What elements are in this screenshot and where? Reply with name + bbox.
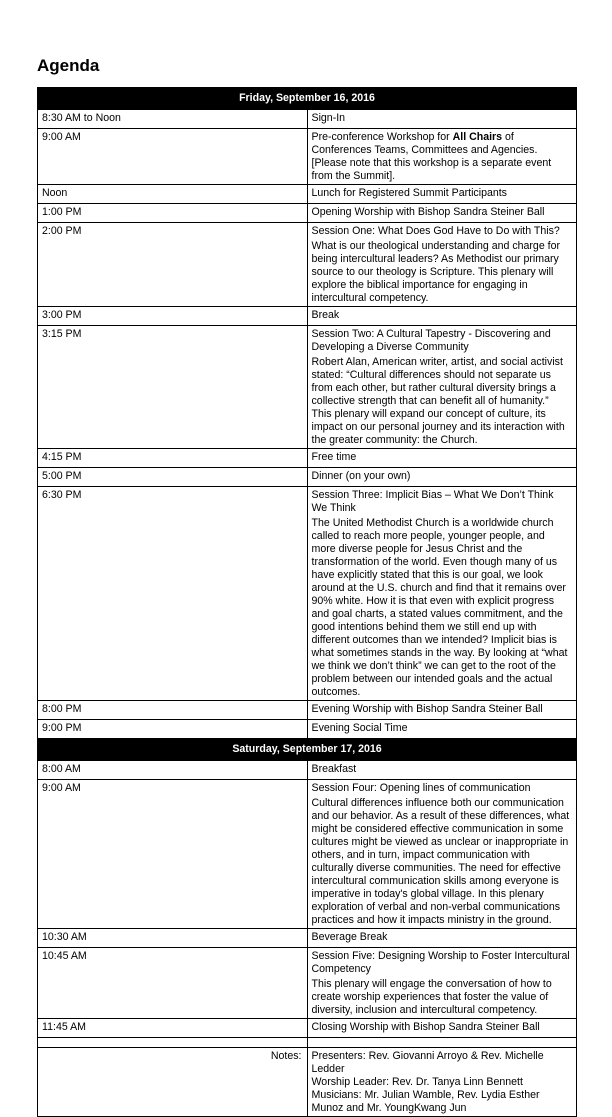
time-cell: 4:15 PM: [38, 449, 308, 468]
time-cell: Noon: [38, 185, 308, 204]
event-title-bold: All Chairs: [452, 131, 503, 143]
event-description: What is our theological understanding and charge for being intercultural leaders? As Methodist our primary source to our theology is Scripture. This plenary will explore the biblical importance for engaging in intercultural competency.: [311, 240, 561, 304]
event-cell: [307, 449, 577, 468]
time-cell: 9:00 AM: [38, 129, 308, 185]
event-cell: [307, 326, 577, 449]
time-cell: 8:00 PM: [38, 701, 308, 720]
table-row: [38, 223, 577, 307]
event-title: Evening Social Time: [311, 722, 408, 734]
table-row: [38, 720, 577, 739]
table-row: [38, 929, 577, 948]
table-row: [38, 487, 577, 701]
event-cell: [307, 129, 577, 185]
notes-label: Notes:: [38, 1048, 308, 1117]
day-header: Saturday, September 17, 2016: [38, 739, 577, 761]
event-cell: [307, 307, 577, 326]
event-description: The United Methodist Church is a worldwide church called to reach more people, younger people, and more diverse people for Jesus Christ and the transformation of the world. Even though many of us have explicitly stated that this is our goal, we look around at the U.S. church and find that it remains over 90% white. How it is that even with explicit progress and goal charts, a stated values commitment, and the good intentions behind them we still end up with different outcomes than we intended? Implicit bias is what sometimes stands in the way. By looking at “what we think we don’t think” we can get to the root of the problem between our intended goals and the actual outcomes.: [311, 517, 568, 698]
spacer-row: [38, 1038, 577, 1048]
event-cell: [307, 780, 577, 929]
time-cell: 11:45 AM: [38, 1019, 308, 1038]
event-description: This plenary will engage the conversation of how to create worship experiences that foster the value of diversity, inclusion and intercultural competency.: [311, 978, 552, 1016]
day-header: Friday, September 16, 2016: [38, 88, 577, 110]
table-row: [38, 780, 577, 929]
time-cell: 9:00 AM: [38, 780, 308, 929]
event-cell: [307, 110, 577, 129]
table-row: [38, 326, 577, 449]
event-title-post: of Conferences Teams, Committees and Agencies. [Please note that this workshop is a separate event from the Summit].: [311, 131, 552, 182]
table-row: [38, 129, 577, 185]
event-cell: [307, 720, 577, 739]
event-title: Session Three: Implicit Bias – What We Don’t Think We Think: [311, 489, 554, 514]
event-title: Break: [311, 309, 340, 321]
event-title-pre: Pre-conference Workshop for: [311, 131, 453, 143]
time-cell: 8:30 AM to Noon: [38, 110, 308, 129]
day-header-row: [38, 739, 577, 761]
time-cell: 9:00 PM: [38, 720, 308, 739]
table-row: [38, 110, 577, 129]
table-row: [38, 449, 577, 468]
page-title: Agenda: [37, 56, 100, 75]
spacer-cell: [307, 1038, 577, 1048]
event-cell: [307, 1019, 577, 1038]
event-title: Session Four: Opening lines of communication: [311, 782, 531, 794]
event-title: Sign-In: [311, 112, 346, 124]
event-title: Lunch for Registered Summit Participants: [311, 187, 507, 199]
table-row: [38, 468, 577, 487]
notes-worship-leader: Worship Leader: Rev. Dr. Tanya Linn Bennett: [311, 1076, 523, 1088]
event-description: Robert Alan, American writer, artist, and social activist stated: “Cultural differences should not separate us from each other, but rather cultural diversity brings a collective strength that can benefit all of humanity.” This plenary will expand our concept of culture, its impact on our personal journey and its interaction with the greater community: the Church.: [311, 356, 565, 446]
agenda-table: [37, 87, 577, 1117]
event-cell: [307, 204, 577, 223]
time-cell: 6:30 PM: [38, 487, 308, 701]
notes-musicians: Musicians: Mr. Julian Wamble, Rev. Lydia Esther Munoz and Mr. YoungKwang Jun: [311, 1089, 540, 1114]
event-cell: [307, 929, 577, 948]
event-title: Evening Worship with Bishop Sandra Steiner Ball: [311, 703, 543, 715]
event-title: Beverage Break: [311, 931, 388, 943]
notes-cell: [307, 1048, 577, 1117]
event-title: Free time: [311, 451, 357, 463]
event-title: Closing Worship with Bishop Sandra Steiner Ball: [311, 1021, 540, 1033]
event-cell: [307, 761, 577, 780]
table-row: [38, 185, 577, 204]
time-cell: 2:00 PM: [38, 223, 308, 307]
event-title: Opening Worship with Bishop Sandra Steiner Ball: [311, 206, 545, 218]
time-cell: 1:00 PM: [38, 204, 308, 223]
event-cell: [307, 468, 577, 487]
event-title: Session Two: A Cultural Tapestry - Discovering and Developing a Diverse Community: [311, 328, 551, 353]
event-cell: [307, 185, 577, 204]
time-cell: 10:45 AM: [38, 948, 308, 1019]
time-cell: 8:00 AM: [38, 761, 308, 780]
time-cell: 10:30 AM: [38, 929, 308, 948]
event-cell: [307, 223, 577, 307]
table-row: [38, 1019, 577, 1038]
table-row: [38, 701, 577, 720]
table-row: [38, 761, 577, 780]
event-title: Breakfast: [311, 763, 357, 775]
event-title: Session Five: Designing Worship to Foster Intercultural Competency: [311, 950, 570, 975]
notes-row: [38, 1048, 577, 1117]
table-row: [38, 204, 577, 223]
spacer-cell: [38, 1038, 308, 1048]
event-cell: [307, 487, 577, 701]
notes-presenters: Presenters: Rev. Giovanni Arroyo & Rev. Michelle Ledder: [311, 1050, 544, 1075]
time-cell: 5:00 PM: [38, 468, 308, 487]
day-header-row: [38, 88, 577, 110]
event-description: Cultural differences influence both our communication and our behavior. As a result of these differences, what might be considered effective communication in some cultures might be viewed as unclear or inappropriate in others, and in turn, impact communication with culturally diverse communities. The need for effective intercultural communication skills among everyone is imperative in today's global village. In this plenary exploration of verbal and non-verbal communications practices and how it impacts ministry in the ground.: [311, 797, 570, 926]
event-title: Dinner (on your own): [311, 470, 411, 482]
table-row: [38, 307, 577, 326]
time-cell: 3:15 PM: [38, 326, 308, 449]
event-title: Session One: What Does God Have to Do with This?: [311, 225, 560, 237]
event-cell: [307, 701, 577, 720]
time-cell: 3:00 PM: [38, 307, 308, 326]
